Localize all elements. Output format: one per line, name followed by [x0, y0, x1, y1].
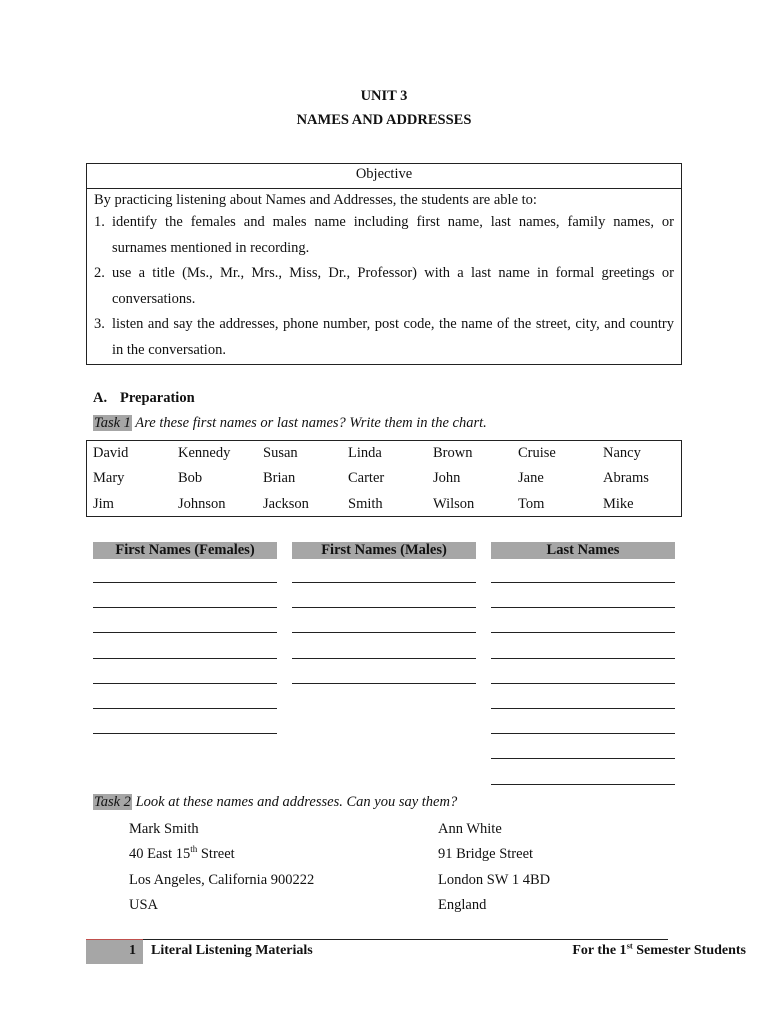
objective-heading: Objective	[87, 164, 681, 189]
address-left	[129, 817, 314, 918]
objective-item-number: 3.	[94, 316, 105, 332]
answer-blank-line[interactable]	[93, 632, 277, 633]
name-cell: David	[93, 445, 129, 461]
answer-blank-line[interactable]	[491, 758, 675, 759]
name-cell: Susan	[263, 445, 298, 461]
answer-blank-line[interactable]	[292, 683, 476, 684]
task-2-instruction	[93, 794, 457, 811]
footer-right-text: For the 1st Semester Students	[572, 940, 746, 958]
answer-blank-line[interactable]	[491, 582, 675, 583]
answer-blank-line[interactable]	[93, 582, 277, 583]
footer-left-text: Literal Listening Materials	[151, 943, 313, 958]
answer-blank-line[interactable]	[292, 632, 476, 633]
answer-blank-line[interactable]	[93, 607, 277, 608]
chart-column-heading: Last Names	[491, 542, 675, 559]
task-1-instruction	[93, 415, 487, 432]
task-1-tag: Task 1	[94, 415, 131, 431]
task-2-tag: Task 2	[94, 794, 131, 810]
section-heading	[93, 390, 195, 407]
chart-column-heading: First Names (Females)	[93, 542, 277, 559]
name-cell: Abrams	[603, 470, 649, 487]
footer-rule	[86, 939, 668, 940]
answer-blank-line[interactable]	[491, 784, 675, 785]
answer-blank-line[interactable]	[491, 733, 675, 734]
name-cell: Bob	[178, 470, 203, 487]
topic-title: NAMES AND ADDRESSES	[296, 112, 472, 128]
answer-blank-line[interactable]	[292, 582, 476, 583]
footer-page-box	[86, 940, 143, 964]
page-number: 1	[129, 943, 136, 958]
name-cell: Wilson	[433, 495, 475, 512]
name-cell: Smith	[348, 495, 383, 512]
address-street: 91 Bridge Street	[438, 846, 534, 863]
task-1-text: Are these first names or last names? Write them in the chart.	[131, 415, 487, 431]
address-country: USA	[129, 896, 159, 913]
name-cell: Linda	[348, 445, 382, 461]
answer-blank-line[interactable]	[93, 708, 277, 709]
name-cell: Mary	[93, 470, 125, 487]
address-country: England	[438, 896, 487, 913]
name-cell: Jane	[518, 470, 544, 487]
names-grid	[86, 440, 682, 517]
address-street: 40 East 15th Street	[129, 844, 235, 863]
name-cell: Kennedy	[178, 445, 231, 461]
objective-item-number: 1.	[94, 214, 105, 230]
name-cell: John	[433, 470, 461, 487]
name-cell: Carter	[348, 470, 385, 487]
name-cell: Jim	[93, 495, 114, 512]
address-city: London SW 1 4BD	[438, 871, 551, 888]
name-cell: Nancy	[603, 445, 641, 461]
name-cell: Brian	[263, 470, 296, 487]
answer-blank-line[interactable]	[491, 658, 675, 659]
name-cell: Tom	[518, 495, 545, 512]
answer-blank-line[interactable]	[292, 658, 476, 659]
objective-item-text: identify the females and males name including first name, last names, family names, or surnames mentioned in recording.	[112, 214, 674, 256]
answer-blank-line[interactable]	[292, 607, 476, 608]
answer-blank-line[interactable]	[93, 683, 277, 684]
answer-blank-line[interactable]	[491, 708, 675, 709]
name-cell: Brown	[433, 445, 473, 461]
address-name: Ann White	[438, 821, 502, 837]
section-title: Preparation	[120, 390, 195, 406]
objective-box	[86, 163, 682, 365]
answer-blank-line[interactable]	[491, 607, 675, 608]
address-city: Los Angeles, California 900222	[129, 871, 315, 888]
chart-column-heading: First Names (Males)	[292, 542, 476, 559]
name-cell: Mike	[603, 495, 634, 512]
unit-title: UNIT 3	[360, 88, 408, 104]
objective-item-text: listen and say the addresses, phone number, post code, the name of the street, city, and country in the conversation.	[112, 316, 674, 358]
name-cell: Cruise	[518, 445, 556, 461]
address-right	[438, 817, 550, 918]
objective-item	[94, 210, 674, 261]
section-letter: A.	[93, 390, 108, 406]
objective-item-number: 2.	[94, 265, 105, 281]
task-2-text: Look at these names and addresses. Can you say them?	[131, 794, 458, 810]
name-cell: Jackson	[263, 495, 309, 512]
objective-item-text: use a title (Ms., Mr., Mrs., Miss, Dr., Professor) with a last name in formal greetings or conversations.	[112, 265, 674, 307]
answer-blank-line[interactable]	[491, 683, 675, 684]
objective-intro: By practicing listening about Names and Addresses, the students are able to:	[94, 192, 537, 208]
name-cell: Johnson	[178, 495, 226, 512]
objective-item	[94, 312, 674, 363]
answer-blank-line[interactable]	[491, 632, 675, 633]
address-name: Mark Smith	[129, 821, 199, 837]
answer-blank-line[interactable]	[93, 658, 277, 659]
objective-item	[94, 261, 674, 312]
answer-blank-line[interactable]	[93, 733, 277, 734]
